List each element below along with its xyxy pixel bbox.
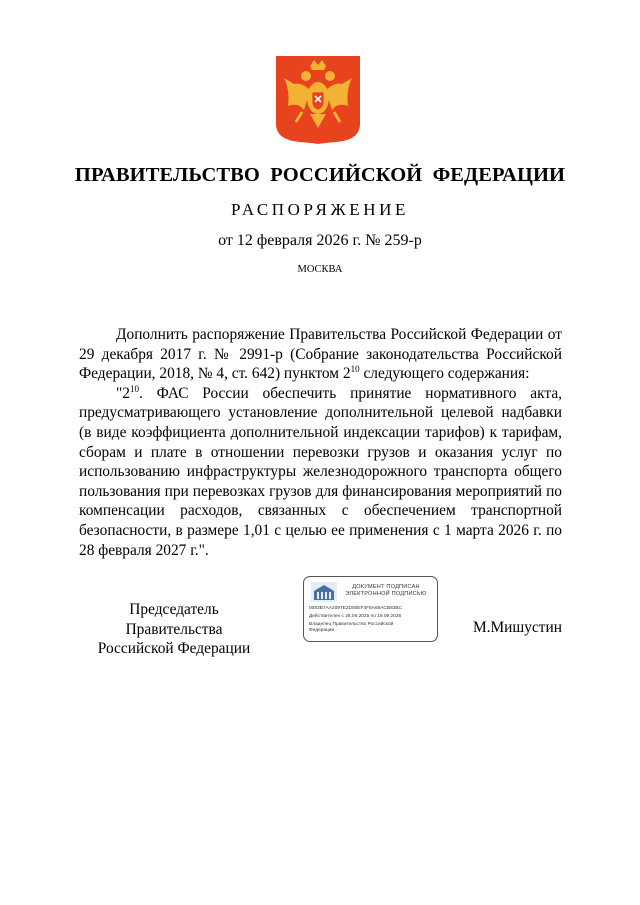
document-date-number: от 12 февраля 2026 г. № 259-р (218, 232, 422, 249)
paragraph-2-superscript: 10 (129, 383, 139, 394)
stamp-serial: 0083B7AA2097E2D00EF4F8A68ACB83BC (309, 606, 403, 611)
document-body (79, 325, 562, 560)
signer-name: М.Мишустин (472, 619, 562, 636)
paragraph-2: "$2^{10}$. ФАС России обеспечить принятие нормативного акта, предусматривающего установление дополнительной целевой надбавки (в виде коэффициента дополнительной индексации тарифов) к тарифам, сборам и плате в отношении перевозки грузов и оказания услуг по использованию инфраструктуры железнодорожного транспорта общего пользования при перевозках грузов для финансирования мероприятий по компенсации расходов, связанных с обеспечением транспортной безопасности, в размере 1,01 с целью ее применения с 1 марта 2026 г. по 28 февраля 2027 г.". (79, 383, 562, 559)
paragraph-1: Дополнить распоряжение Правительства Российской Федерации от 29 декабря 2017 г. № 2991-р (Собрание законодательства Российской Федерации, 2018, № 4, ст. 642) пунктом $2^{10}$ следующего содержания: (79, 326, 562, 383)
document-city: МОСКВА (297, 264, 343, 275)
building-icon (311, 582, 337, 602)
stamp-validity: Действителен с 26.06.2025 по 19.09.2026 (309, 614, 402, 619)
signer-position: Председатель Правительства Российской Федерации (97, 601, 251, 658)
stamp-owner-line1: Владелец Правительство Российской (309, 622, 394, 627)
paragraph-1-superscript: 10 (350, 364, 360, 375)
document-type: РАСПОРЯЖЕНИЕ (230, 200, 410, 219)
electronic-signature-stamp (303, 576, 438, 642)
russian-coat-of-arms-icon (276, 56, 360, 144)
stamp-owner-line2: Федерации (309, 628, 335, 633)
stamp-title: ДОКУМЕНТ ПОДПИСАН ЭЛЕКТРОННОЙ ПОДПИСЬЮ (345, 584, 427, 597)
government-title: ПРАВИТЕЛЬСТВО РОССИЙСКОЙ ФЕДЕРАЦИИ (74, 164, 566, 186)
